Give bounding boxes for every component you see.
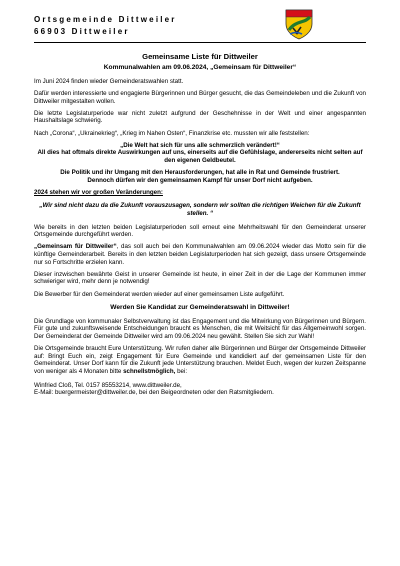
motto-rest: , das soll auch bei den Kommunalwahlen am 09.06.2024 wieder das Motto sein für die künftige Gemeinderarbeit. Bereits in den letzten beiden Legislaturperioden hat sich gezeigt, dass unsere Ortsgemeinde nur so Fortschritte erzielen kann. <box>34 243 366 266</box>
letterhead-city: 66903 Dittweiler <box>34 27 130 36</box>
paragraph-majority-vote: Wie bereits in den letzten beiden Legislaturperioden soll erneut eine Mehrheitswahl für den Gemeinderat unserer Ortsgemeinde durchgeführt werden. <box>34 223 366 239</box>
motto-bold: „Gemeinsam für Dittweiler“ <box>34 243 117 251</box>
paragraph-spirit: Dieser inzwischen bewährte Geist in unserer Gemeinde ist heute, in einer Zeit in der die Lage der Kommunen immer schwieriger wird, mehr denn je notwendig! <box>34 270 366 286</box>
letterhead-org: Ortsgemeinde Dittweiler <box>34 15 177 24</box>
quote-world-changed: „Die Welt hat sich für uns alle schmerzlich verändert!“ <box>120 141 280 149</box>
support-bold: schnellstmöglich, <box>123 367 176 375</box>
paragraph-call-for-members: Dafür werden interessierte und engagierte Bürgerinnen und Bürger gesucht, die das Gemeindeleben und die Zukunft von Dittweiler mitgestalten wollen. <box>34 89 366 105</box>
paragraph-intro: Im Juni 2024 finden wieder Gemeinderatswahlen statt. <box>34 77 184 85</box>
paragraph-support <box>34 345 366 375</box>
paragraph-self-government: Die Grundlage von kommunaler Selbstverwaltung ist das Engagement und die Mitwirkung von Bürgerinnen und Bürgern. Für gute und zukunftsweisende Entscheidungen braucht es Menschen, die mit Weitsicht für das Allgemeinwohl sorgen. Der Gemeinderat der Gemeinde Dittweiler wird am 09.06.2024 neu gewählt. Stellen Sie sich zur Wahl! <box>34 317 366 340</box>
quote-impacts: All dies hat oftmals direkte Auswirkungen auf uns, einerseits auf die Gefühlslage, andererseits nicht selten auf den eigenen Geldbeutel. <box>37 149 363 164</box>
contact-line-2: E-Mail: buergermeister@dittweiler.de, bei den Beigeordneten oder den Ratsmitgliedern. <box>34 389 274 397</box>
letterhead-divider <box>34 42 366 43</box>
paragraph-crises: Nach „Corona“, „Ukrainekrieg“, „Krieg im Nahen Osten“, Finanzkrise etc. mussten wir alle feststellen: <box>34 129 310 137</box>
flyer-content <box>34 52 366 397</box>
paragraph-last-term: Die letzte Legislaturperiode war nicht zuletzt aufgrund der Geschehnisse in der Welt und einer angespannten Haushaltslage schwierig. <box>34 109 366 125</box>
coat-of-arms-icon <box>284 8 314 40</box>
call-to-candidates: Werden Sie Kandidat zur Gemeinderatswahl in Dittweiler! <box>110 304 290 312</box>
letterhead <box>34 14 177 38</box>
heading-2024: 2024 stehen wir vor großen Veränderungen: <box>34 188 163 196</box>
quote-keep-fighting: Dennoch dürfen wir den gemeinsamen Kampf für unser Dorf nicht aufgeben. <box>87 176 313 184</box>
document-subtitle: Kommunalwahlen am 09.06.2024, „Gemeinsam für Dittweiler“ <box>103 64 297 72</box>
support-text: Die Ortsgemeinde braucht Eure Unterstützung. Wir rufen daher alle Bürgerinnen und Bürger der Ortsgemeinde Dittweiler auf: Bringt Euch ein, zeigt Engagement für Eure Gemeinde und kandidiert auf der gemeinsamen Liste für den Gemeinderat. Unser Dorf kann für die Zukunft jede Unterstützung brauchen. Meldet Euch, wegen der kurzen Zeitspanne von weniger als 4 Monaten bitte <box>34 345 366 375</box>
paragraph-motto <box>34 243 366 266</box>
support-end: bei: <box>175 367 188 375</box>
quote-future: „Wir sind nicht dazu da die Zukunft vorauszusagen, sondern wir sollten die richtigen Weichen für die Zukunft stellen. “ <box>39 202 361 218</box>
document-title: Gemeinsame Liste für Dittweiler <box>142 52 258 61</box>
paragraph-common-list: Die Bewerber für den Gemeinderat werden wieder auf einer gemeinsamen Liste aufgeführt. <box>34 290 285 298</box>
quote-politics: Die Politik und ihr Umgang mit den Herausforderungen, hat alle in Rat und Gemeinde frustriert. <box>60 169 340 177</box>
contact-line-1: Winfried Cloß, Tel. 0157 85553214, www.dittweiler.de, <box>34 381 182 389</box>
